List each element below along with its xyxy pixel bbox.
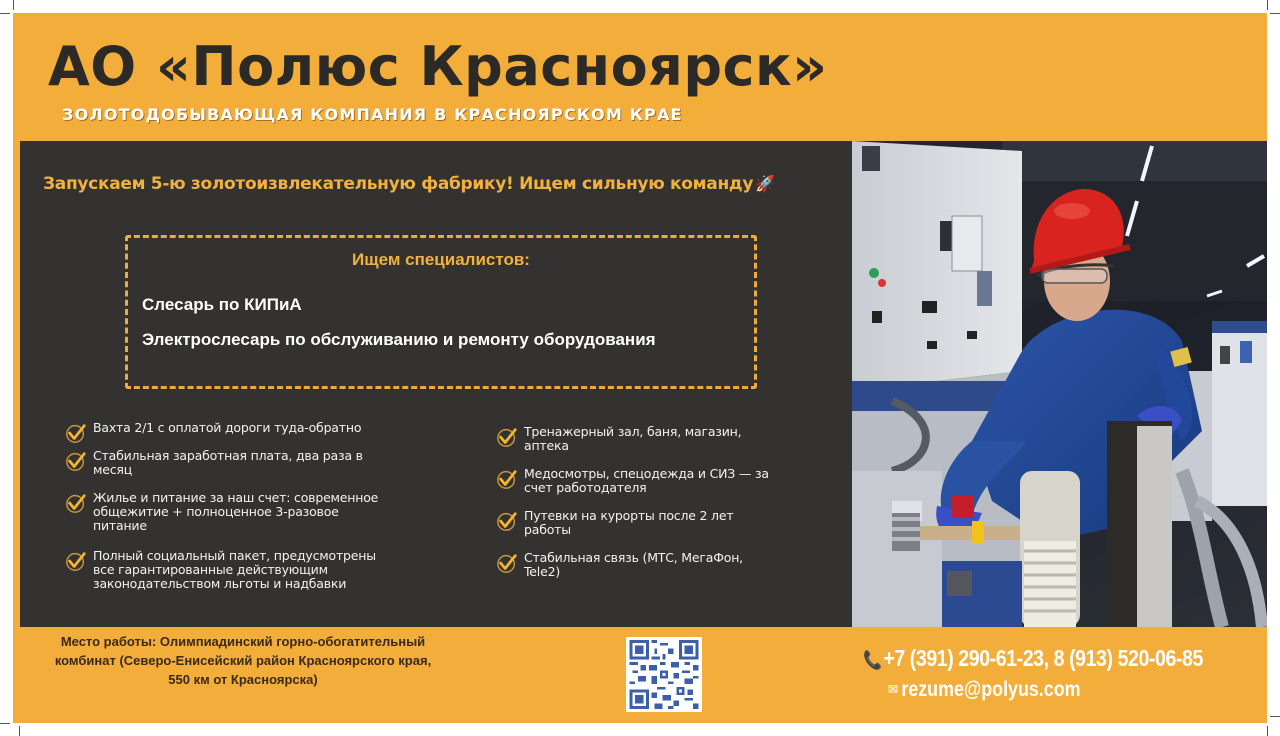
benefit-item: Стабильная заработная плата, два раза в месяц [65,449,395,477]
specialists-title: Ищем специалистов: [352,250,530,269]
crop-mark [13,0,14,10]
job-poster [13,13,1267,723]
work-location: Место работы: Олимпиадинский горно-обогатительный комбинат (Северо-Енисейский район Красноярского края, 550 км от Красноярска) [54,634,432,687]
qr-code-icon [629,640,699,709]
benefit-item: Путевки на курорты после 2 лет работы [496,509,786,537]
benefit-item: Полный социальный пакет, предусмотрены все гарантированные действующим законодательством льготы и надбавки [65,549,405,591]
vacancy-item: Электрослесарь по обслуживанию и ремонту оборудования [142,330,656,349]
benefit-item: Жилье и питание за наш счет: современное общежитие + полноценное 3-разовое питание [65,491,405,533]
benefit-item: Тренажерный зал, баня, магазин, аптека [496,425,786,453]
crop-mark [1270,13,1280,14]
mail-icon: ✉ [888,681,898,697]
checkmark-icon [496,426,518,448]
checkmark-icon [65,550,87,572]
phone-icon: 📞 [863,650,882,670]
benefit-item: Вахта 2/1 с оплатой дороги туда-обратно [65,421,395,444]
worker-photo [852,141,1267,627]
benefit-item: Медосмотры, спецодежда и СИЗ — за счет работодателя [496,467,796,495]
checkmark-icon [496,468,518,490]
email-address[interactable]: rezume@polyus.com [901,678,1081,701]
benefit-item: Стабильная связь (МТС, МегаФон, Tele2) [496,551,786,579]
company-title: АО «Полюс Красноярск» [48,35,828,98]
checkmark-icon [65,492,87,514]
crop-mark [1267,0,1268,10]
crop-mark [0,723,10,724]
checkmark-icon [496,552,518,574]
company-subtitle: ЗОЛОТОДОБЫВАЮЩАЯ КОМПАНИЯ В КРАСНОЯРСКОМ КРАЕ [62,105,683,124]
content-panel [20,141,852,627]
crop-mark [1270,716,1280,717]
headline [43,174,775,194]
headline-text: Запускаем 5-ю золотоизвлекательную фабрику! Ищем сильную команду [43,174,754,194]
specialists-box [125,235,757,389]
phone-numbers[interactable]: +7 (391) 290-61-23, 8 (913) 520-06-85 [883,645,1203,671]
checkmark-icon [65,450,87,472]
contact-phones[interactable] [863,645,1203,672]
rocket-icon: 🚀 [755,174,775,193]
crop-mark [19,726,20,736]
crop-mark [0,13,10,14]
qr-code[interactable] [626,637,702,712]
checkmark-icon [496,510,518,532]
crop-mark [1267,726,1268,736]
contact-email[interactable] [888,678,1080,702]
worker-illustration [852,141,1267,627]
checkmark-icon [65,422,87,444]
vacancy-item: Слесарь по КИПиА [142,295,302,314]
